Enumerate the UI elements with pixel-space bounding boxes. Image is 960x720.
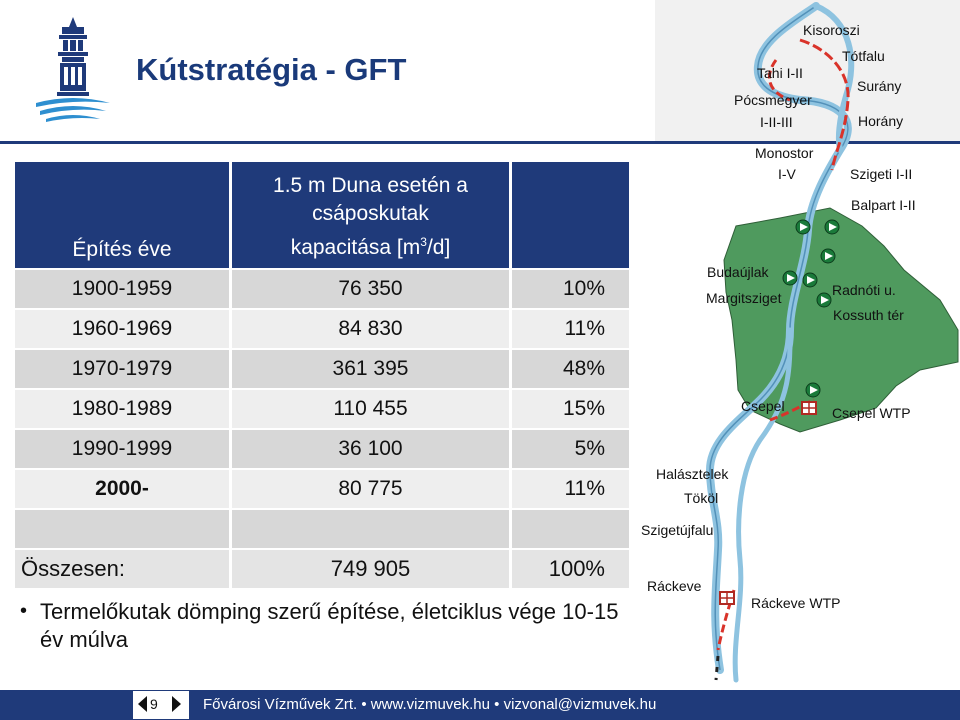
row-share: 48%: [512, 350, 629, 388]
table-row: [15, 350, 629, 388]
table-header-row: [15, 162, 629, 268]
table-row: [15, 470, 629, 508]
bullet-icon: •: [20, 600, 28, 622]
page-number: 9: [150, 696, 158, 712]
row-capacity: 361 395: [232, 350, 509, 388]
row-capacity: 80 775: [232, 470, 509, 508]
row-period: 1970-1979: [15, 350, 229, 388]
row-capacity: 84 830: [232, 310, 509, 348]
total-label: Összesen:: [15, 550, 229, 588]
map-label-pocsmegyer-2: I-II-III: [760, 114, 793, 130]
table-row: [15, 310, 629, 348]
map-label-rackeve-wtp: Ráckeve WTP: [751, 595, 841, 611]
previous-slide-icon[interactable]: [138, 696, 147, 712]
row-capacity: 36 100: [232, 430, 509, 468]
header-capacity-tail: /d]: [426, 236, 451, 259]
total-capacity: 749 905: [232, 550, 509, 588]
map-label-monostor: Monostor: [755, 145, 814, 161]
row-period: 1990-1999: [15, 430, 229, 468]
header-capacity-line2: csáposkutak: [312, 202, 429, 225]
well-line-south-dots: [716, 656, 718, 680]
map-label-kossuth: Kossuth tér: [833, 307, 904, 323]
next-slide-icon[interactable]: [172, 696, 181, 712]
csepel-wtp-icon: [802, 402, 816, 414]
table-row: [15, 390, 629, 428]
map-label-budaujlak: Budaújlak: [707, 264, 769, 280]
map-label-csepel: Csepel: [741, 398, 785, 414]
row-capacity: 76 350: [232, 270, 509, 308]
row-share: 5%: [512, 430, 629, 468]
footer-bar: [0, 690, 960, 720]
table-row-empty: [15, 510, 629, 548]
map-label-pocsmegyer: Pócsmegyer: [734, 92, 812, 108]
bullet-text: Termelőkutak dömping szerű építése, életciklus vége 10-15 év múlva: [40, 599, 619, 652]
total-share: 100%: [512, 550, 629, 588]
header-capacity-line3: kapacitása [m: [290, 236, 421, 259]
company-logo-icon: [30, 15, 116, 125]
row-period: 2000-: [15, 470, 229, 508]
map-label-radnoti: Radnóti u.: [832, 282, 896, 298]
header-year: Építés éve: [15, 162, 229, 268]
map-label-kisoroszi: Kisoroszi: [803, 22, 860, 38]
rackeve-wtp-icon: [720, 592, 734, 604]
footer-text: Fővárosi Vízművek Zrt. • www.vizmuvek.hu • vizvonal@vizmuvek.hu: [203, 696, 657, 713]
row-period: 1980-1989: [15, 390, 229, 428]
map-label-monostor-2: I-V: [778, 166, 796, 182]
row-period: 1900-1959: [15, 270, 229, 308]
map-label-szigetujfalu: Szigetújfalu: [641, 522, 714, 538]
header-capacity-line1: 1.5 m Duna esetén a: [273, 174, 468, 197]
row-period: [15, 510, 229, 548]
header-share: [512, 162, 629, 268]
map-label-totfalu: Tótfalu: [842, 48, 885, 64]
row-share: [512, 510, 629, 548]
row-share: 11%: [512, 310, 629, 348]
map-label-halasztelek: Halásztelek: [656, 466, 729, 482]
map-label-szigeti: Szigeti I-II: [850, 166, 913, 182]
row-share: 10%: [512, 270, 629, 308]
header-capacity: [232, 162, 509, 268]
row-share: 11%: [512, 470, 629, 508]
map-label-surany: Surány: [857, 78, 902, 94]
table-row: [15, 430, 629, 468]
page-title: Kútstratégia - GFT: [136, 52, 407, 87]
map-label-horany: Horány: [858, 113, 904, 129]
table-row: [15, 270, 629, 308]
row-capacity: 110 455: [232, 390, 509, 428]
well-capacity-table: [12, 160, 632, 590]
row-period: 1960-1969: [15, 310, 229, 348]
header-capacity-sup: 3: [420, 235, 427, 249]
map-label-rackeve: Ráckeve: [647, 578, 702, 594]
map-label-tokol: Tököl: [684, 490, 719, 506]
row-capacity: [232, 510, 509, 548]
table-total-row: [15, 550, 629, 588]
map-label-balpart: Balpart I-II: [851, 197, 916, 213]
map-label-csepel-wtp: Csepel WTP: [832, 405, 911, 421]
row-share: 15%: [512, 390, 629, 428]
map-label-margitsziget: Margitsziget: [706, 290, 782, 306]
map-label-tahi: Tahi I-II: [757, 65, 803, 81]
